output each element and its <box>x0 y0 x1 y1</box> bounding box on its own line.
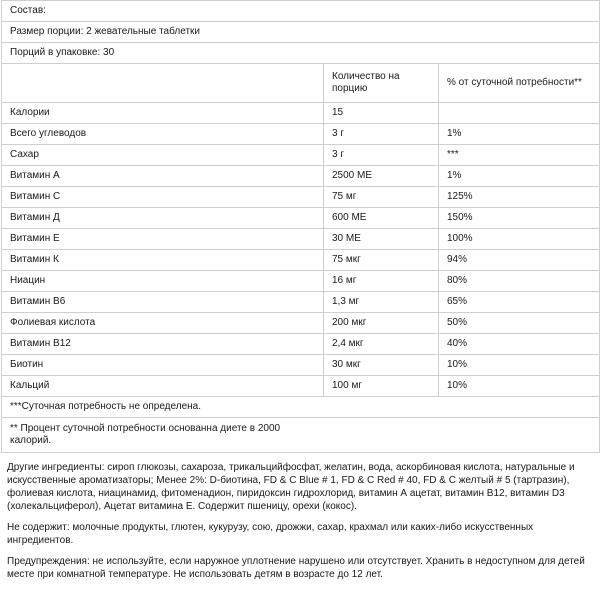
nutrient-name: Всего углеводов <box>2 124 324 145</box>
footnote-basis-cell <box>2 418 600 453</box>
nutrient-daily-value: 125% <box>439 187 600 208</box>
table-row <box>2 271 600 292</box>
nutrient-name: Витамин К <box>2 250 324 271</box>
footnote-basis-row <box>2 418 600 453</box>
servings-per-container-row <box>2 43 600 64</box>
footnote-basis: ** Процент суточной потребности основанна диете в 2000 калорий. <box>10 423 281 446</box>
nutrient-name: Калории <box>2 103 324 124</box>
table-row <box>2 229 600 250</box>
nutrient-daily-value: *** <box>439 145 600 166</box>
column-header-nutrient <box>2 64 324 103</box>
composition-label: Состав: <box>2 1 600 22</box>
nutrient-name: Ниацин <box>2 271 324 292</box>
table-row <box>2 124 600 145</box>
table-row <box>2 334 600 355</box>
table-row <box>2 292 600 313</box>
footnote-undefined: ***Суточная потребность не определена. <box>2 397 600 418</box>
table-row <box>2 313 600 334</box>
warnings: Предупреждения: не используйте, если наружное уплотнение нарушено или отсутствует. Хранить в недоступном для детей месте при комнатной температуре. Не использовать детям в возрасте до 12 лет. <box>7 556 585 580</box>
nutrient-name: Витамин Е <box>2 229 324 250</box>
nutrient-amount: 600 МЕ <box>324 208 439 229</box>
table-row <box>2 250 600 271</box>
nutrient-name: Витамин Д <box>2 208 324 229</box>
nutrient-amount: 15 <box>324 103 439 124</box>
nutrition-table <box>1 0 600 453</box>
table-row <box>2 208 600 229</box>
nutrient-name: Витамин В12 <box>2 334 324 355</box>
nutrient-name: Витамин А <box>2 166 324 187</box>
nutrient-amount: 2500 МЕ <box>324 166 439 187</box>
nutrient-amount: 30 МЕ <box>324 229 439 250</box>
table-row <box>2 103 600 124</box>
nutrient-amount: 75 мкг <box>324 250 439 271</box>
nutrient-daily-value: 65% <box>439 292 600 313</box>
nutrient-name: Фолиевая кислота <box>2 313 324 334</box>
nutrient-amount: 16 мг <box>324 271 439 292</box>
nutrient-name: Сахар <box>2 145 324 166</box>
table-row <box>2 187 600 208</box>
nutrient-amount: 100 мг <box>324 376 439 397</box>
table-row <box>2 166 600 187</box>
nutrient-daily-value: 100% <box>439 229 600 250</box>
nutrient-daily-value: 1% <box>439 166 600 187</box>
nutrient-daily-value <box>439 103 600 124</box>
table-row <box>2 145 600 166</box>
nutrient-amount: 75 мг <box>324 187 439 208</box>
servings-per-container: Порций в упаковке: 30 <box>2 43 600 64</box>
other-ingredients: Другие ингредиенты: сироп глюкозы, сахароза, трикальцийфосфат, желатин, вода, аскорбиновая кислота, натуральные и искусственные ароматизаторы; Менее 2%: D-биотина, FD & C Blue # 1, FD & C Red # 40, FD & C желтый # 5 (тартразин), фолиевая кислота, ниацинамид, фитоменадион, пиридоксин гидрохлорид, витамин А ацетат, витамин В12, витамин D3 (холекальциферол), Ацетат витамина Е. Содержит пшеницу, орехи (кокос). <box>7 462 575 512</box>
nutrient-daily-value: 10% <box>439 355 600 376</box>
serving-size: Размер порции: 2 жевательные таблетки <box>2 22 600 43</box>
table-row <box>2 355 600 376</box>
nutrient-amount: 30 мкг <box>324 355 439 376</box>
nutrient-amount: 200 мкг <box>324 313 439 334</box>
nutrient-daily-value: 1% <box>439 124 600 145</box>
nutrient-amount: 2,4 мкг <box>324 334 439 355</box>
serving-size-row <box>2 22 600 43</box>
product-notes <box>1 453 599 581</box>
nutrient-amount: 3 г <box>324 145 439 166</box>
nutrient-daily-value: 40% <box>439 334 600 355</box>
nutrient-name: Витамин В6 <box>2 292 324 313</box>
nutrient-daily-value: 94% <box>439 250 600 271</box>
column-header-amount: Количество на порцию <box>324 64 439 103</box>
composition-row <box>2 1 600 22</box>
does-not-contain: Не содержит: молочные продукты, глютен, кукурузу, сою, дрожжи, сахар, крахмал или каких-либо искусственных ингредиентов. <box>7 522 534 546</box>
column-header-row <box>2 64 600 103</box>
supplement-facts <box>1 0 599 581</box>
nutrient-daily-value: 80% <box>439 271 600 292</box>
nutrient-name: Витамин С <box>2 187 324 208</box>
table-row <box>2 376 600 397</box>
nutrient-daily-value: 150% <box>439 208 600 229</box>
nutrient-daily-value: 50% <box>439 313 600 334</box>
nutrient-name: Кальций <box>2 376 324 397</box>
footnote-undefined-row <box>2 397 600 418</box>
nutrient-amount: 3 г <box>324 124 439 145</box>
nutrient-amount: 1,3 мг <box>324 292 439 313</box>
nutrient-name: Биотин <box>2 355 324 376</box>
nutrient-daily-value: 10% <box>439 376 600 397</box>
column-header-daily-value: % от суточной потребности** <box>439 64 600 103</box>
